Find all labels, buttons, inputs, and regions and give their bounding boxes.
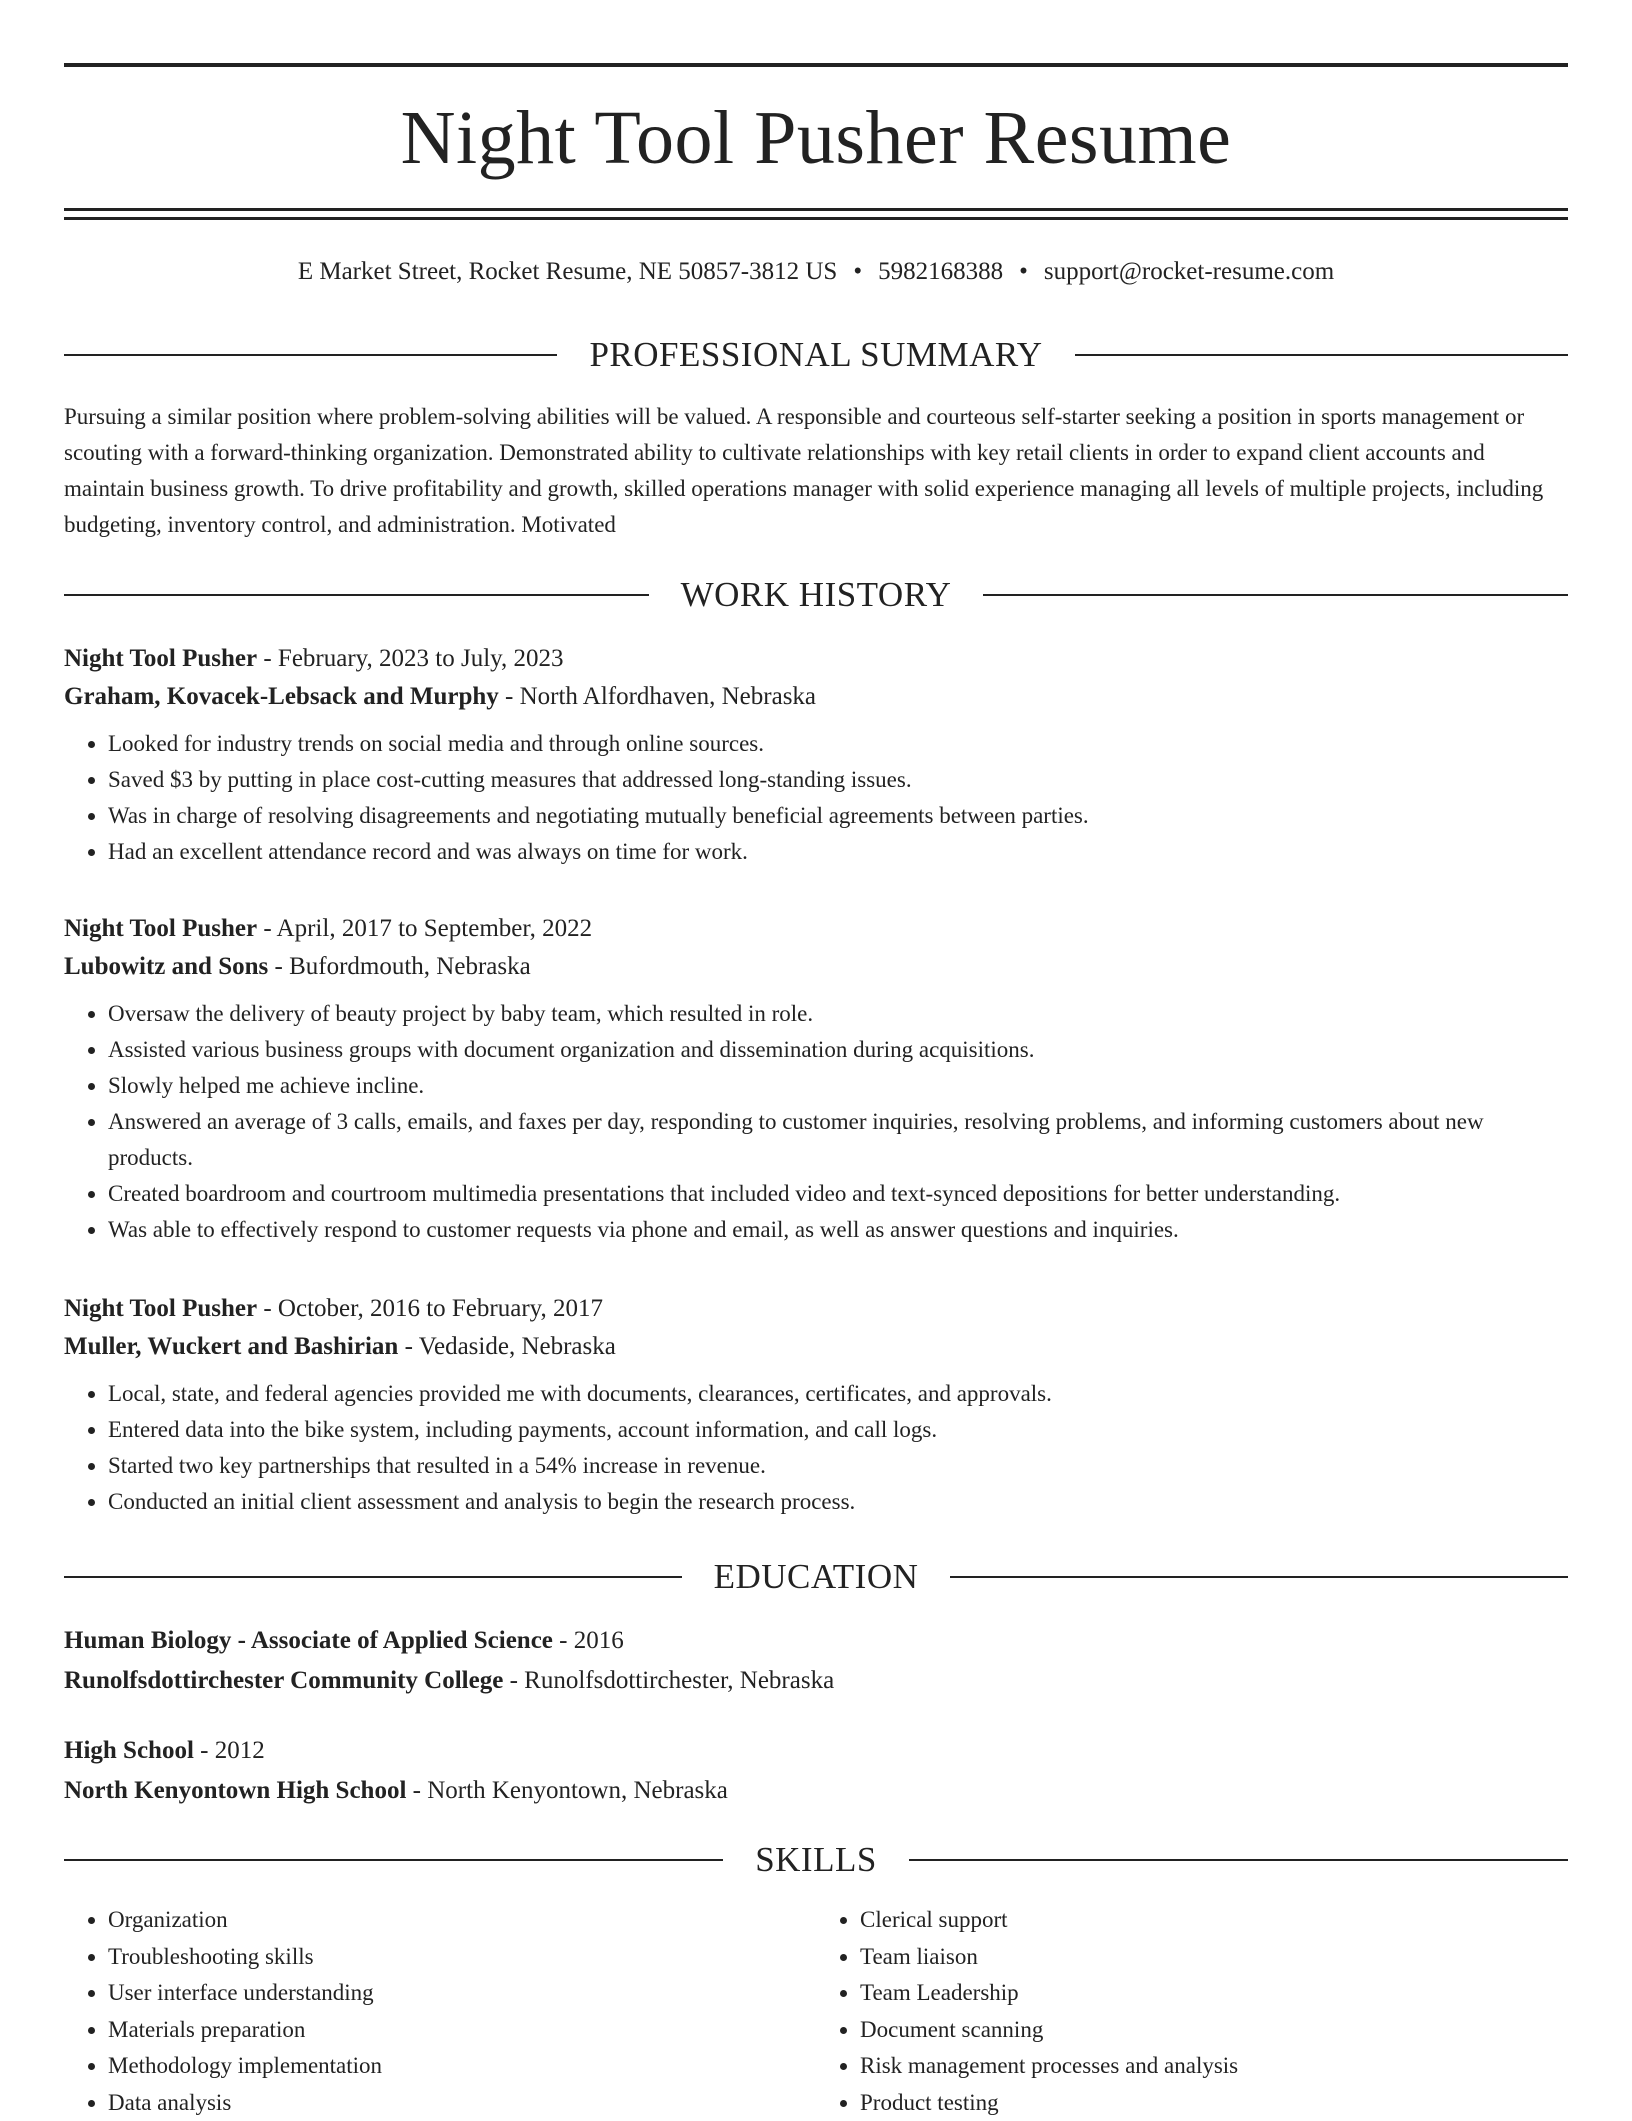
heading-rule-right — [983, 594, 1568, 596]
edu-degree: High School — [64, 1737, 194, 1764]
job-title-line — [64, 1290, 1568, 1328]
edu-school-line — [64, 1662, 1568, 1700]
job-bullet: • Oversaw the delivery of beauty project by baby team, which resulted in role. — [108, 996, 1568, 1032]
job-dates: - February, 2023 to July, 2023 — [257, 645, 563, 672]
resume-title: Night Tool Pusher Resume — [64, 92, 1568, 184]
job-entry — [64, 640, 1568, 870]
edu-degree: Human Biology - Associate of Applied Science — [64, 1627, 553, 1654]
summary-text: Pursuing a similar position where problem-solving abilities will be valued. A responsible and courteous self-starter seeking a position in sports management or scouting with a forward-thinking organization. Demonstrated ability to cultivate relationships with key retail clients in order to expand client accounts and maintain business growth. To drive profitability and growth, skilled operations manager with solid experience managing all levels of multiple projects, including budgeting, inventory control, and administration. Motivated — [64, 399, 1568, 543]
job-title: Night Tool Pusher — [64, 1295, 257, 1322]
job-location: - North Alfordhaven, Nebraska — [499, 683, 816, 710]
summary-section — [64, 333, 1568, 543]
skill-item: • Clerical support — [860, 1902, 1568, 1939]
edu-school-line — [64, 1772, 1568, 1810]
education-section — [64, 1555, 1568, 1599]
edu-degree-line — [64, 1732, 1568, 1770]
skill-item: • Risk management processes and analysis — [860, 2048, 1568, 2085]
heading-rule-left — [64, 1859, 723, 1861]
double-rule — [64, 208, 1568, 220]
section-heading-label: PROFESSIONAL SUMMARY — [557, 335, 1074, 375]
work-history-section — [64, 573, 1568, 617]
job-bullet: • Conducted an initial client assessment and analysis to begin the research process. — [108, 1484, 1568, 1520]
title-block — [64, 92, 1568, 184]
skills-list — [64, 1902, 1568, 2121]
education-entry — [64, 1622, 1568, 1700]
section-heading — [64, 1838, 1568, 1882]
contact-line — [64, 256, 1568, 288]
skill-item: • Organization — [108, 1902, 816, 1939]
skill-item: • Team liaison — [860, 1939, 1568, 1976]
section-heading-label: SKILLS — [723, 1840, 909, 1880]
job-location: - Bufordmouth, Nebraska — [268, 953, 530, 980]
job-bullet: • Answered an average of 3 calls, emails, and faxes per day, responding to customer inquiries, resolving problems, and informing customers about new products. — [108, 1104, 1568, 1176]
skill-item: • Materials preparation — [108, 2012, 816, 2049]
job-bullet: • Was able to effectively respond to customer requests via phone and email, as well as answer questions and inquiries. — [108, 1212, 1568, 1248]
skills-column-right — [816, 1902, 1568, 2121]
skill-item: • Data analysis — [108, 2085, 816, 2121]
job-company: Lubowitz and Sons — [64, 953, 268, 980]
section-heading — [64, 573, 1568, 617]
top-rule — [64, 63, 1568, 67]
heading-rule-left — [64, 1576, 682, 1578]
education-entry — [64, 1732, 1568, 1810]
job-bullets — [64, 1376, 1568, 1520]
job-dates: - October, 2016 to February, 2017 — [257, 1295, 603, 1322]
skill-item: • User interface understanding — [108, 1975, 816, 2012]
job-bullet: • Started two key partnerships that resulted in a 54% increase in revenue. — [108, 1448, 1568, 1484]
edu-year: - 2016 — [553, 1627, 624, 1654]
job-title-line — [64, 910, 1568, 948]
job-bullet: • Looked for industry trends on social media and through online sources. — [108, 726, 1568, 762]
edu-location: - North Kenyontown, Nebraska — [406, 1777, 727, 1804]
edu-school: North Kenyontown High School — [64, 1777, 406, 1804]
edu-year: - 2012 — [194, 1737, 265, 1764]
job-bullet: • Local, state, and federal agencies provided me with documents, clearances, certificates, and approvals. — [108, 1376, 1568, 1412]
edu-school: Runolfsdottirchester Community College — [64, 1667, 503, 1694]
job-bullet: • Entered data into the bike system, including payments, account information, and call logs. — [108, 1412, 1568, 1448]
job-bullet: • Had an excellent attendance record and was always on time for work. — [108, 834, 1568, 870]
section-heading — [64, 1555, 1568, 1599]
job-title: Night Tool Pusher — [64, 645, 257, 672]
job-entry — [64, 910, 1568, 1248]
job-company-line — [64, 678, 1568, 716]
contact-address: E Market Street, Rocket Resume, NE 50857-3812 US — [298, 258, 838, 285]
job-company-line — [64, 948, 1568, 986]
job-company: Graham, Kovacek-Lebsack and Murphy — [64, 683, 499, 710]
separator-dot: • — [1019, 258, 1028, 285]
contact-phone: 5982168388 — [878, 258, 1003, 285]
job-bullet: • Saved $3 by putting in place cost-cutting measures that addressed long-standing issues. — [108, 762, 1568, 798]
skill-item: • Product testing — [860, 2085, 1568, 2121]
heading-rule-left — [64, 594, 649, 596]
section-heading — [64, 333, 1568, 377]
job-company: Muller, Wuckert and Bashirian — [64, 1333, 398, 1360]
job-bullets — [64, 726, 1568, 870]
skill-item: • Troubleshooting skills — [108, 1939, 816, 1976]
skills-column-left — [64, 1902, 816, 2121]
skill-item: • Team Leadership — [860, 1975, 1568, 2012]
job-dates: - April, 2017 to September, 2022 — [257, 915, 592, 942]
separator-dot: • — [853, 258, 862, 285]
section-heading-label: WORK HISTORY — [649, 575, 984, 615]
section-heading-label: EDUCATION — [682, 1557, 951, 1597]
job-bullet: • Slowly helped me achieve incline. — [108, 1068, 1568, 1104]
job-location: - Vedaside, Nebraska — [398, 1333, 616, 1360]
job-company-line — [64, 1328, 1568, 1366]
job-bullet: • Assisted various business groups with document organization and dissemination during acquisitions. — [108, 1032, 1568, 1068]
heading-rule-right — [1075, 354, 1568, 356]
job-entry — [64, 1290, 1568, 1520]
job-title-line — [64, 640, 1568, 678]
edu-location: - Runolfsdottirchester, Nebraska — [503, 1667, 834, 1694]
heading-rule-right — [950, 1576, 1568, 1578]
job-title: Night Tool Pusher — [64, 915, 257, 942]
contact-email: support@rocket-resume.com — [1044, 258, 1334, 285]
skill-item: • Methodology implementation — [108, 2048, 816, 2085]
edu-degree-line — [64, 1622, 1568, 1660]
heading-rule-right — [909, 1859, 1568, 1861]
skill-item: • Document scanning — [860, 2012, 1568, 2049]
skills-section — [64, 1838, 1568, 1882]
job-bullets — [64, 996, 1568, 1248]
job-bullet: • Was in charge of resolving disagreements and negotiating mutually beneficial agreements between parties. — [108, 798, 1568, 834]
job-bullet: • Created boardroom and courtroom multimedia presentations that included video and text-synced depositions for better understanding. — [108, 1176, 1568, 1212]
heading-rule-left — [64, 354, 557, 356]
